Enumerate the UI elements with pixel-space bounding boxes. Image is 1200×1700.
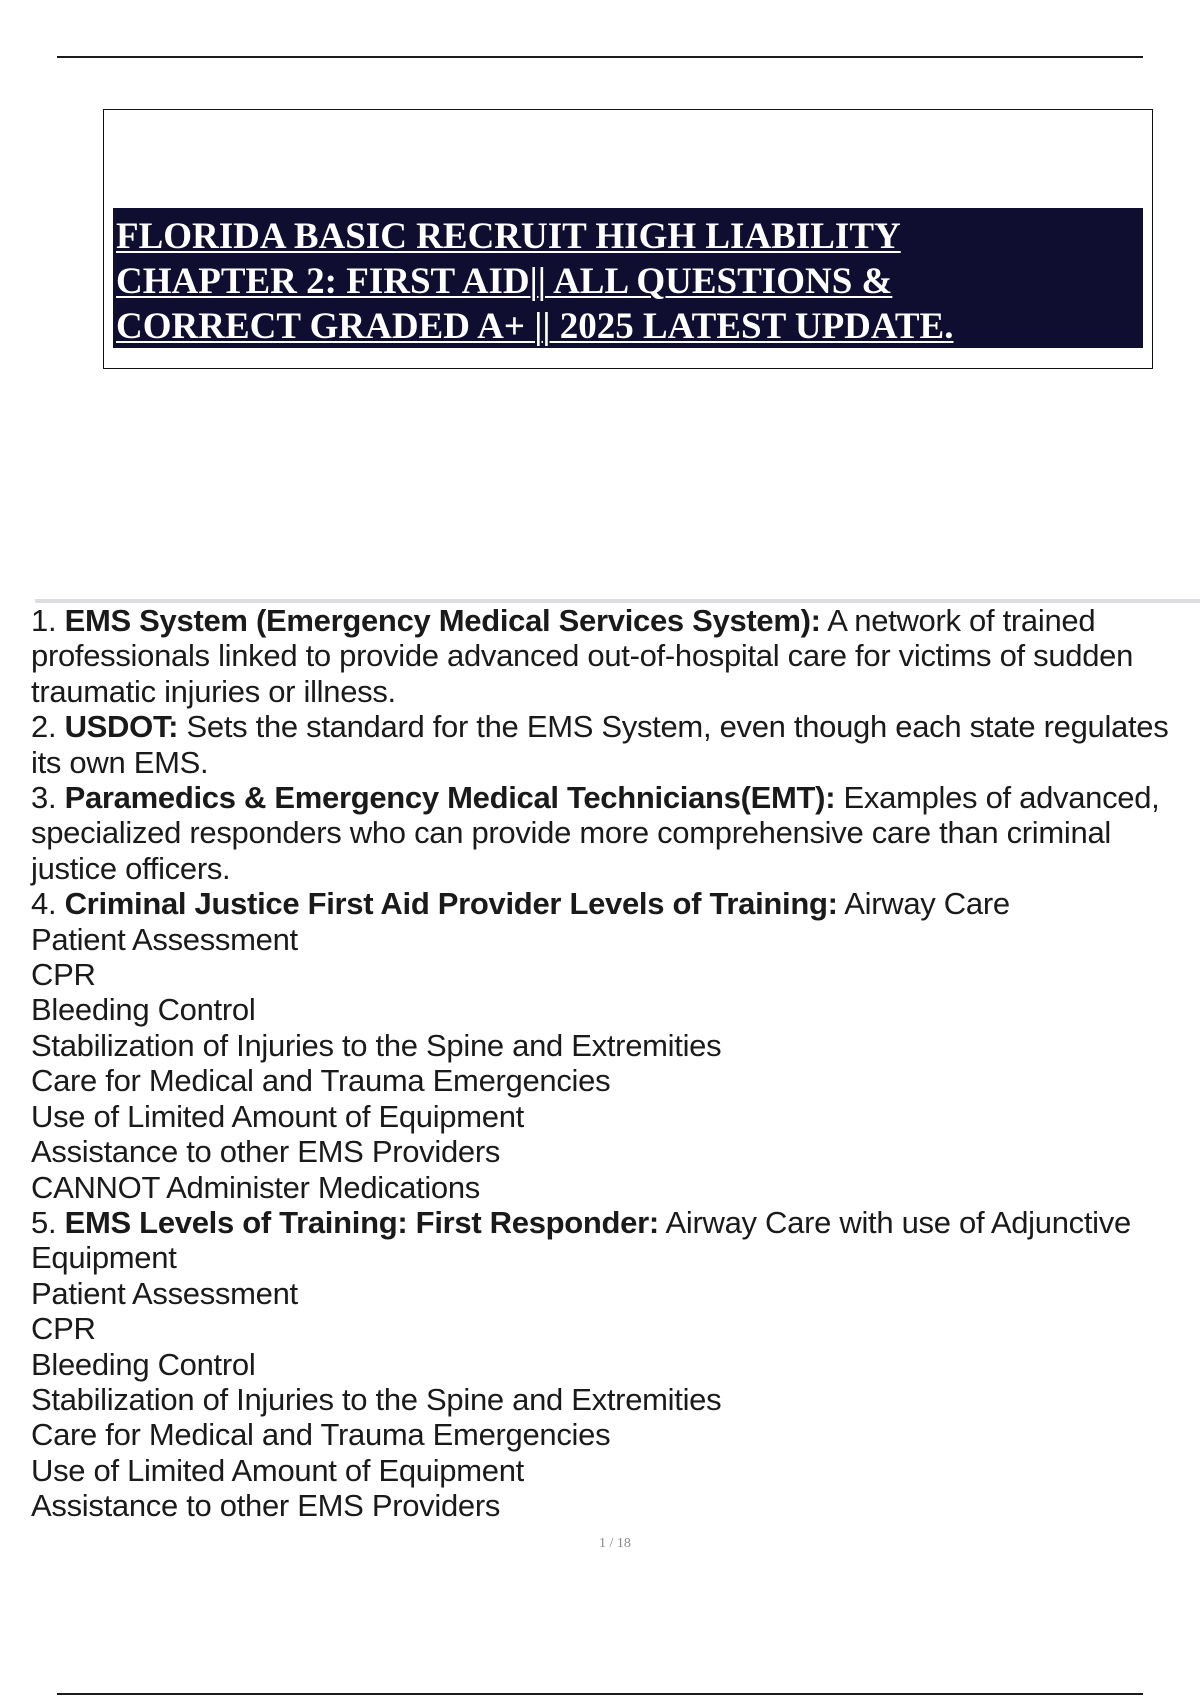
- item-number: 5.: [31, 1204, 57, 1240]
- qa-item-5: [31, 1205, 1200, 1524]
- item-sub-line: Patient Assessment: [31, 921, 298, 957]
- item-sub-line: CANNOT Administer Medications: [31, 1169, 480, 1205]
- qa-item-2: [31, 709, 1200, 780]
- item-sub-line: Assistance to other EMS Providers: [31, 1134, 501, 1170]
- item-sub-line: Use of Limited Amount of Equipment: [31, 1452, 524, 1488]
- top-rule: [57, 56, 1143, 58]
- title-line-3: CORRECT GRADED A+ || 2025 LATEST UPDATE.: [116, 306, 954, 347]
- page-indicator: 1 / 18: [599, 1536, 631, 1551]
- qa-list: [31, 603, 1200, 1524]
- item-sub-line: CPR: [31, 1311, 96, 1347]
- item-sub-line: Bleeding Control: [31, 1346, 256, 1382]
- qa-item-3: [31, 780, 1200, 886]
- item-sub-line: CPR: [31, 957, 96, 993]
- title-band: [113, 208, 1143, 348]
- item-sub-line: Use of Limited Amount of Equipment: [31, 1098, 524, 1134]
- item-definition: Airway Care: [844, 886, 1010, 922]
- item-definition: A network of trained professionals linked to provide advanced out-of-hospital care for victims of sudden traumatic injuries or illness.: [31, 603, 1134, 709]
- item-sub-line: Stabilization of Injuries to the Spine and Extremities: [31, 1027, 722, 1063]
- bottom-rule: [57, 1693, 1143, 1695]
- item-sub-line: Bleeding Control: [31, 992, 256, 1028]
- item-definition: Examples of advanced, specialized responders who can provide more comprehensive care than criminal justice officers.: [31, 780, 1160, 886]
- item-number: 2.: [31, 709, 57, 745]
- item-sub-line: Assistance to other EMS Providers: [31, 1488, 501, 1524]
- item-definition: Sets the standard for the EMS System, even though each state regulates its own EMS.: [31, 709, 1169, 780]
- qa-item-1: [31, 603, 1200, 709]
- item-definition: Airway Care with use of Adjunctive Equipment: [31, 1204, 1131, 1276]
- item-term: EMS Levels of Training: First Responder:: [64, 1204, 659, 1240]
- item-sub-line: Care for Medical and Trauma Emergencies: [31, 1417, 611, 1453]
- item-sub-line: Stabilization of Injuries to the Spine and Extremities: [31, 1381, 722, 1417]
- title-box: [103, 109, 1153, 369]
- qa-item-4: [31, 886, 1200, 1205]
- item-number: 1.: [31, 603, 57, 638]
- item-term: Paramedics & Emergency Medical Technicians(EMT):: [64, 780, 836, 816]
- item-sub-line: Care for Medical and Trauma Emergencies: [31, 1063, 611, 1099]
- title-line-2: CHAPTER 2: FIRST AID|| ALL QUESTIONS &: [116, 261, 893, 302]
- item-number: 4.: [31, 886, 57, 922]
- item-sub-line: Patient Assessment: [31, 1275, 298, 1311]
- item-number: 3.: [31, 780, 57, 816]
- item-term: USDOT:: [64, 709, 179, 745]
- title-line-1: FLORIDA BASIC RECRUIT HIGH LIABILITY: [116, 216, 901, 257]
- item-term: EMS System (Emergency Medical Services System):: [64, 603, 821, 638]
- item-term: Criminal Justice First Aid Provider Levels of Training:: [64, 886, 838, 922]
